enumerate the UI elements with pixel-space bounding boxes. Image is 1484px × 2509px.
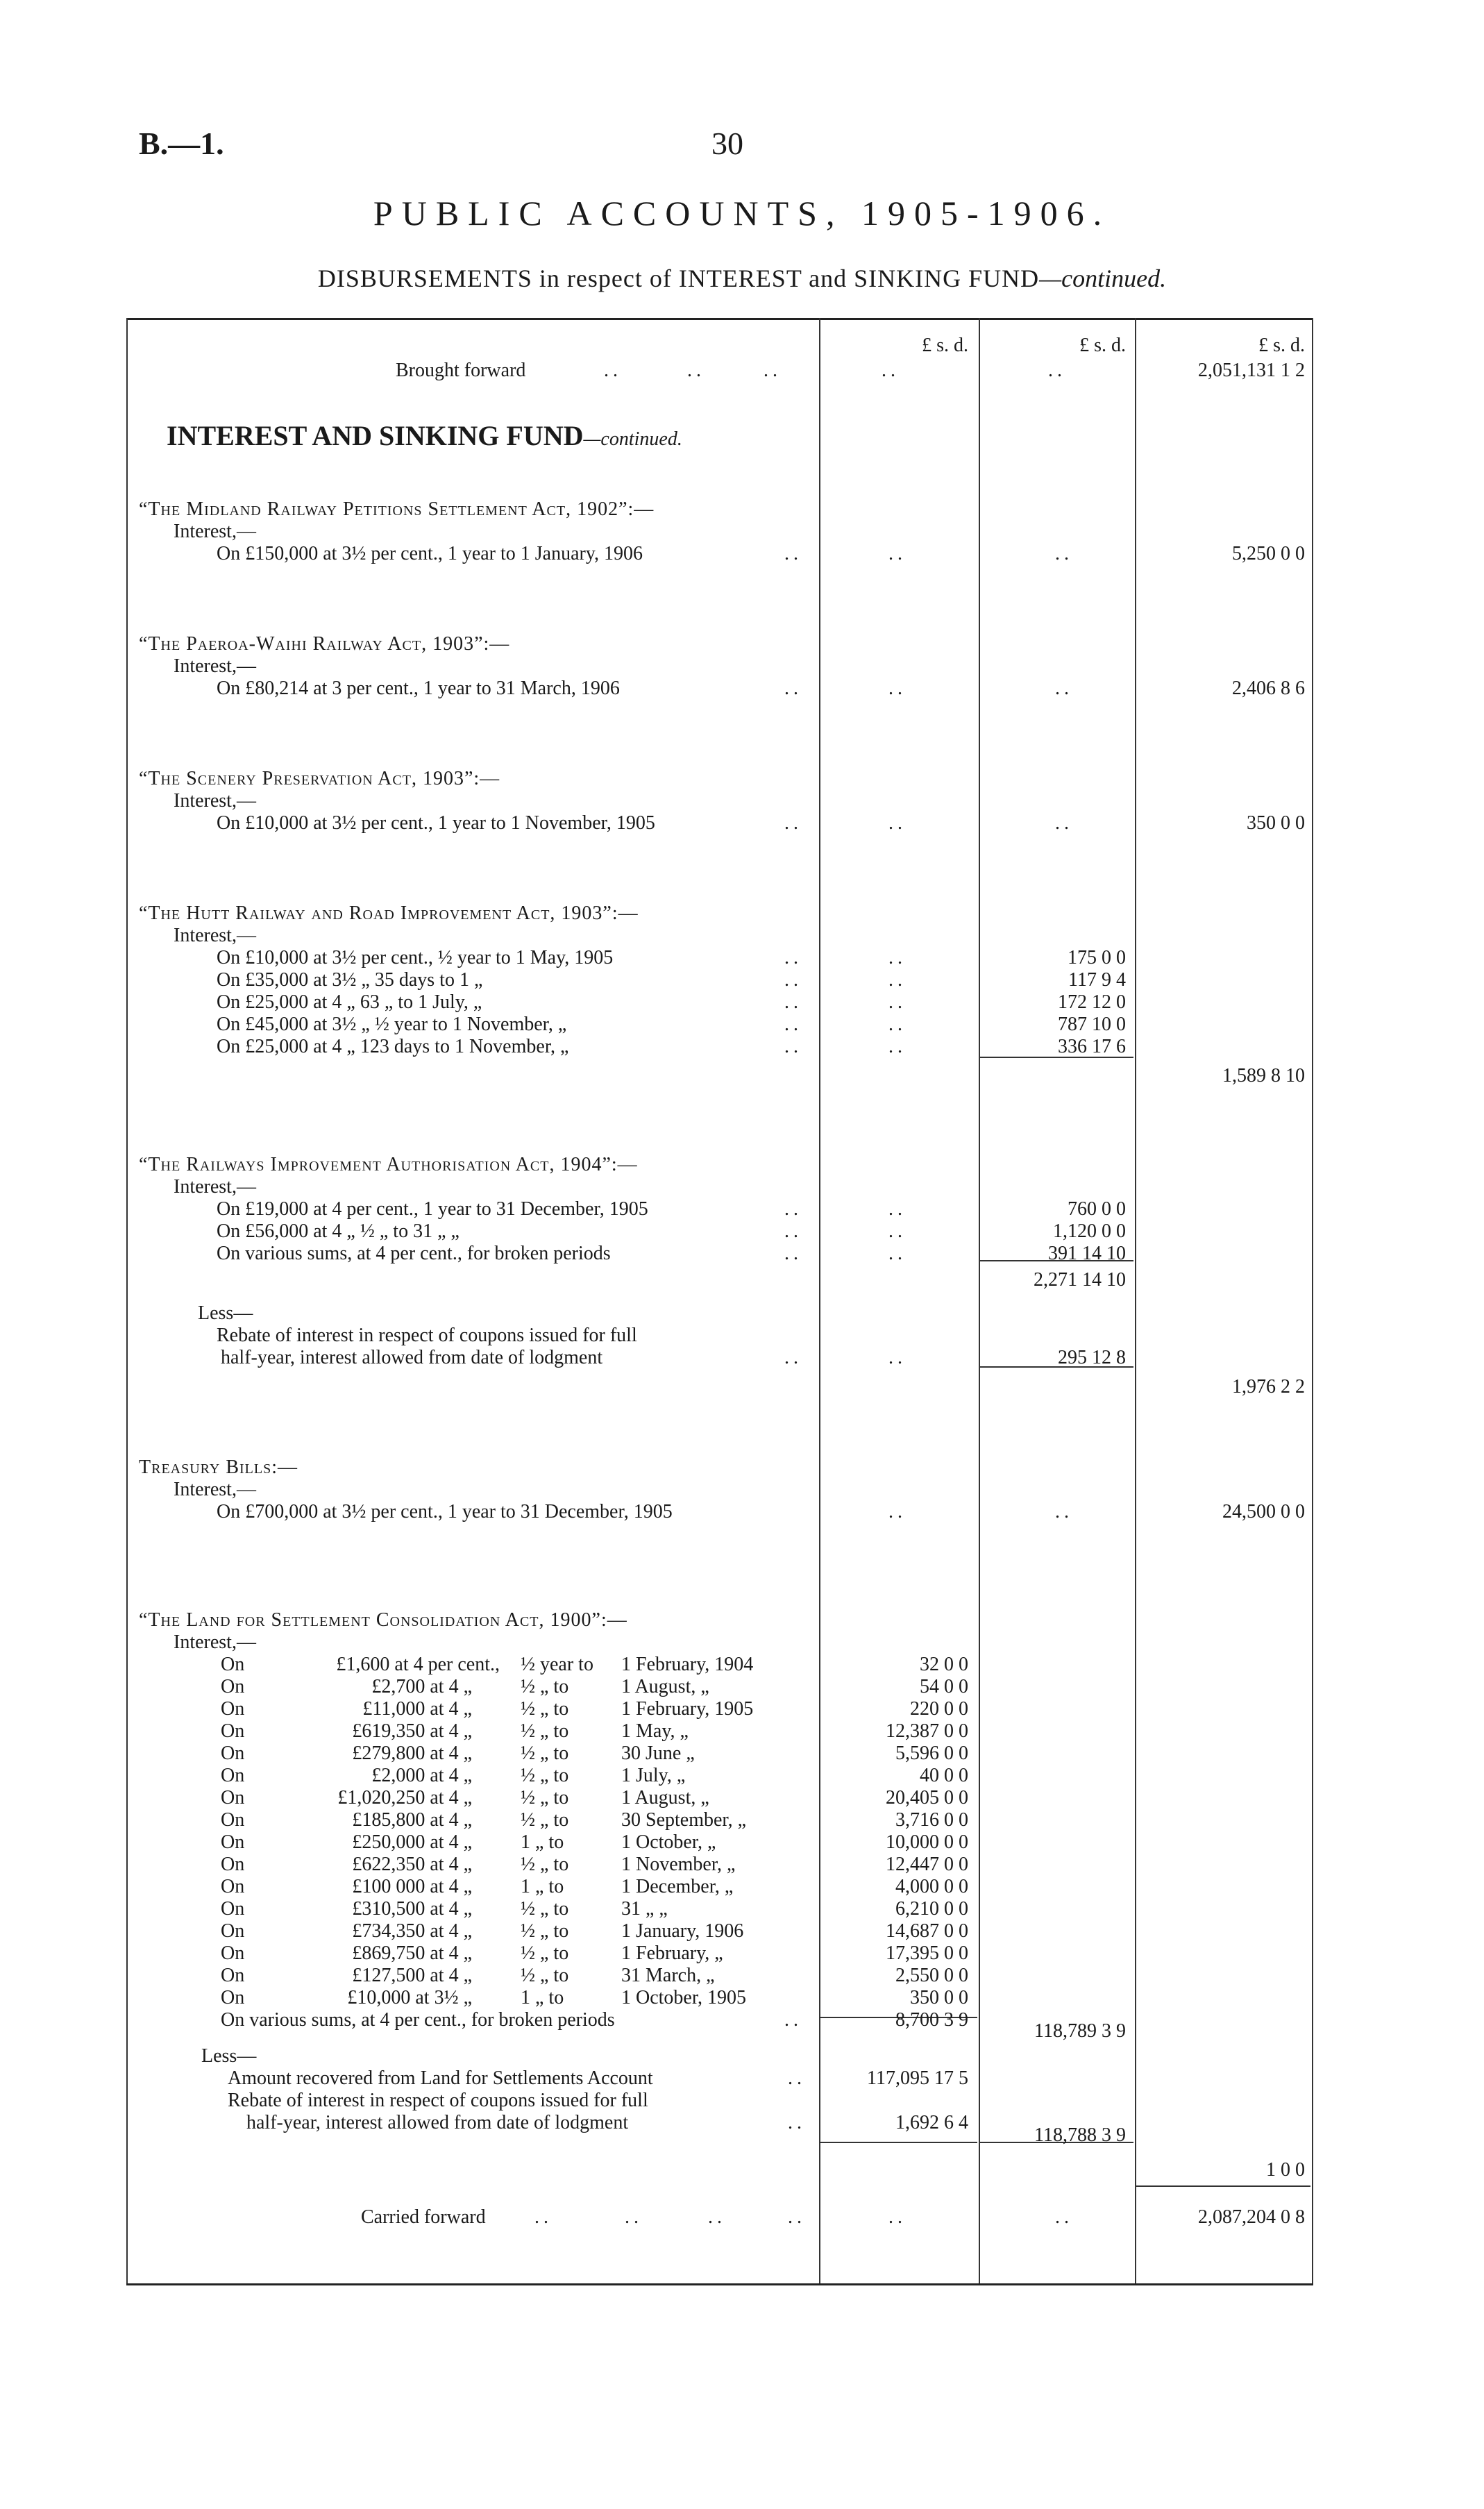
land-period: ½ „ to (521, 1698, 569, 1720)
leader-dots: .. (784, 678, 802, 699)
leader-dots: .. (1055, 2206, 1073, 2228)
line-land-various: On various sums, at 4 per cent., for broken periods (221, 2009, 615, 2031)
col-header-3: £ s. d. (1258, 335, 1305, 356)
land-on: On (221, 1987, 245, 2008)
land-on: On (221, 1831, 245, 1853)
leader-dots: .. (882, 360, 900, 381)
land-principal: £1,600 at 4 per cent., (336, 1654, 500, 1675)
land-on: On (221, 1676, 245, 1697)
brought-forward-label: Brought forward (396, 360, 526, 381)
land-period: ½ „ to (521, 1854, 569, 1875)
act-title-railways: “The Railways Improvement Authorisation Act, 1904”:— (139, 1154, 638, 1175)
amount-land: 10,000 0 0 (886, 1831, 968, 1853)
land-date: 30 September, „ (621, 1809, 747, 1831)
land-on: On (221, 1765, 245, 1786)
brought-forward-total: 2,051,131 1 2 (1198, 360, 1305, 381)
line-land-recovered: Amount recovered from Land for Settlements Account (228, 2067, 653, 2089)
rebate-land-line2: half-year, interest allowed from date of lodgment (246, 2112, 629, 2133)
line-paeroa: On £80,214 at 3 per cent., 1 year to 31 March, 1906 (217, 678, 620, 699)
amount-hutt: 336 17 6 (1058, 1036, 1126, 1057)
line-railways: On £56,000 at 4 „ ½ „ to 31 „ „ (217, 1220, 459, 1242)
land-on: On (221, 1743, 245, 1764)
land-period: ½ „ to (521, 1920, 569, 1942)
table-left-border (126, 318, 128, 2283)
column-divider-1 (819, 318, 820, 2283)
land-period: ½ „ to (521, 1720, 569, 1742)
interest-label: Interest,— (174, 1479, 256, 1500)
land-period: ½ „ to (521, 1965, 569, 1986)
amount-land: 4,000 0 0 (895, 1876, 968, 1897)
interest-label: Interest,— (174, 1631, 256, 1653)
land-on: On (221, 1787, 245, 1809)
leader-dots: .. (784, 969, 802, 991)
land-principal: £250,000 at 4 „ (352, 1831, 472, 1853)
rule-carried-forward (1136, 2185, 1310, 2187)
land-on: On (221, 1654, 245, 1675)
land-principal: £2,700 at 4 „ (371, 1676, 472, 1697)
land-on: On (221, 1698, 245, 1720)
interest-label: Interest,— (174, 521, 256, 542)
interest-label: Interest,— (174, 790, 256, 812)
total-treasury: 24,500 0 0 (1222, 1501, 1305, 1522)
leader-dots: .. (625, 2206, 643, 2228)
leader-dots: .. (784, 812, 802, 834)
amount-land: 12,387 0 0 (886, 1720, 968, 1742)
amount-land: 350 0 0 (910, 1987, 968, 2008)
column-divider-3 (1135, 318, 1136, 2283)
line-treasury: On £700,000 at 3½ per cent., 1 year to 31 December, 1905 (217, 1501, 673, 1522)
land-date: 1 October, „ (621, 1831, 716, 1853)
leader-dots: .. (687, 360, 705, 381)
land-period: 1 „ to (521, 1987, 564, 2008)
land-period: ½ year to (521, 1654, 593, 1675)
land-date: 31 „ „ (621, 1898, 668, 1920)
less-total-land: 118,788 3 9 (1034, 2124, 1126, 2146)
leader-dots: .. (1055, 812, 1073, 834)
rebate-railways-amount: 295 12 8 (1058, 1347, 1126, 1368)
leader-dots: .. (888, 1243, 907, 1264)
col-header-2: £ s. d. (1079, 335, 1126, 356)
leader-dots: .. (1048, 360, 1066, 381)
leader-dots: .. (784, 1220, 802, 1242)
table-right-border (1312, 318, 1313, 2283)
leader-dots: .. (784, 1347, 802, 1368)
land-period: ½ „ to (521, 1676, 569, 1697)
land-on: On (221, 1920, 245, 1942)
amount-land: 5,596 0 0 (895, 1743, 968, 1764)
amount-land-recovered: 117,095 17 5 (867, 2067, 968, 2089)
land-date: 31 March, „ (621, 1965, 715, 1986)
total-midland: 5,250 0 0 (1232, 543, 1305, 564)
leader-dots: .. (788, 2112, 806, 2133)
land-principal: £869,750 at 4 „ (352, 1942, 472, 1964)
land-period: ½ „ to (521, 1898, 569, 1920)
interest-label: Interest,— (174, 655, 256, 677)
amount-railways: 760 0 0 (1068, 1198, 1126, 1220)
land-date: 1 February, 1904 (621, 1654, 754, 1675)
leader-dots: .. (604, 360, 622, 381)
amount-hutt: 175 0 0 (1068, 947, 1126, 968)
subtotal-land: 118,789 3 9 (1034, 2020, 1126, 2042)
land-on: On (221, 1942, 245, 1964)
page-number: 30 (711, 126, 743, 161)
leader-dots: .. (784, 1198, 802, 1220)
land-principal: £279,800 at 4 „ (352, 1743, 472, 1764)
rebate-railways-line2: half-year, interest allowed from date of lodgment (221, 1347, 603, 1368)
land-principal: £10,000 at 3½ „ (347, 1987, 472, 2008)
land-date: 1 August, „ (621, 1676, 709, 1697)
line-hutt: On £25,000 at 4 „ 63 „ to 1 July, „ (217, 991, 482, 1013)
leader-dots: .. (888, 1036, 907, 1057)
land-period: ½ „ to (521, 1743, 569, 1764)
leader-dots: .. (888, 812, 907, 834)
leader-dots: .. (1055, 678, 1073, 699)
section-heading (167, 420, 682, 451)
subtotal-railways: 2,271 14 10 (1034, 1269, 1126, 1291)
land-period: ½ „ to (521, 1765, 569, 1786)
interest-label: Interest,— (174, 1176, 256, 1198)
land-principal: £310,500 at 4 „ (352, 1898, 472, 1920)
section-continued: —continued. (583, 428, 682, 450)
act-title-scenery: “The Scenery Preservation Act, 1903”:— (139, 768, 500, 789)
leader-dots: .. (888, 2206, 907, 2228)
leader-dots: .. (784, 543, 802, 564)
land-on: On (221, 1898, 245, 1920)
leader-dots: .. (888, 1501, 907, 1522)
line-hutt: On £25,000 at 4 „ 123 days to 1 November, „ (217, 1036, 569, 1057)
amount-land: 3,716 0 0 (895, 1809, 968, 1831)
land-principal: £1,020,250 at 4 „ (337, 1787, 472, 1809)
section-title: INTEREST AND SINKING FUND (167, 420, 584, 451)
land-date: 1 November, „ (621, 1854, 736, 1875)
leader-dots: .. (784, 1243, 802, 1264)
leader-dots: .. (888, 1198, 907, 1220)
land-on: On (221, 1720, 245, 1742)
amount-land: 14,687 0 0 (886, 1920, 968, 1942)
land-principal: £619,350 at 4 „ (352, 1720, 472, 1742)
column-divider-2 (979, 318, 980, 2283)
land-principal: £100 000 at 4 „ (352, 1876, 472, 1897)
leader-dots: .. (764, 360, 782, 381)
amount-land: 54 0 0 (920, 1676, 968, 1697)
line-midland: On £150,000 at 3½ per cent., 1 year to 1 January, 1906 (217, 543, 643, 564)
page-subtitle (0, 264, 1484, 293)
land-date: 30 June „ (621, 1743, 695, 1764)
act-title-paeroa: “The Paeroa-Waihi Railway Act, 1903”:— (139, 633, 510, 655)
leader-dots: .. (788, 2067, 806, 2089)
leader-dots: .. (1055, 1501, 1073, 1522)
amount-land-rebate: 1,692 6 4 (895, 2112, 968, 2133)
leader-dots: .. (784, 2009, 802, 2031)
land-principal: £734,350 at 4 „ (352, 1920, 472, 1942)
land-principal: £622,350 at 4 „ (352, 1854, 472, 1875)
carried-forward-label: Carried forward (361, 2206, 486, 2228)
total-scenery: 350 0 0 (1247, 812, 1305, 834)
amount-railways: 391 14 10 (1048, 1243, 1126, 1264)
land-date: 1 February, „ (621, 1942, 723, 1964)
land-on: On (221, 1876, 245, 1897)
land-date: 1 October, 1905 (621, 1987, 747, 2008)
rebate-railways-line1: Rebate of interest in respect of coupons issued for full (217, 1325, 637, 1346)
act-title-midland: “The Midland Railway Petitions Settlement Act, 1902”:— (139, 498, 655, 520)
amount-land: 220 0 0 (910, 1698, 968, 1720)
amount-land: 6,210 0 0 (895, 1898, 968, 1920)
amount-land: 20,405 0 0 (886, 1787, 968, 1809)
land-period: ½ „ to (521, 1787, 569, 1809)
land-on: On (221, 1965, 245, 1986)
subtitle-main: DISBURSEMENTS in respect of INTEREST and SINKING FUND (317, 265, 1040, 292)
land-principal: £2,000 at 4 „ (371, 1765, 472, 1786)
amount-land: 32 0 0 (920, 1654, 968, 1675)
less-label: Less— (201, 2045, 257, 2067)
line-hutt: On £35,000 at 3½ „ 35 days to 1 „ (217, 969, 483, 991)
leader-dots: .. (788, 2206, 806, 2228)
line-railways: On £19,000 at 4 per cent., 1 year to 31 December, 1905 (217, 1198, 648, 1220)
land-date: 1 December, „ (621, 1876, 734, 1897)
amount-land: 12,447 0 0 (886, 1854, 968, 1875)
amount-land-various: 8,700 3 9 (895, 2009, 968, 2031)
act-title-treasury: Treasury Bills:— (139, 1457, 298, 1478)
interest-label: Interest,— (174, 925, 256, 946)
line-hutt: On £10,000 at 3½ per cent., ½ year to 1 May, 1905 (217, 947, 614, 968)
col-header-1: £ s. d. (922, 335, 968, 356)
leader-dots: .. (1055, 543, 1073, 564)
carried-forward-total: 2,087,204 0 8 (1198, 2206, 1305, 2228)
land-period: 1 „ to (521, 1831, 564, 1853)
amount-land: 2,550 0 0 (895, 1965, 968, 1986)
amount-land: 40 0 0 (920, 1765, 968, 1786)
total-railways: 1,976 2 2 (1232, 1376, 1305, 1398)
line-railways: On various sums, at 4 per cent., for broken periods (217, 1243, 611, 1264)
amount-hutt: 117 9 4 (1068, 969, 1126, 991)
amount-hutt: 787 10 0 (1058, 1014, 1126, 1035)
leader-dots: .. (708, 2206, 726, 2228)
total-paeroa: 2,406 8 6 (1232, 678, 1305, 699)
rule-land-less (820, 2142, 977, 2143)
amount-hutt: 172 12 0 (1058, 991, 1126, 1013)
subtitle-continued: —continued. (1039, 265, 1167, 292)
land-date: 1 July, „ (621, 1765, 686, 1786)
land-period: ½ „ to (521, 1942, 569, 1964)
report-code: B.—1. (139, 126, 224, 161)
less-label: Less— (198, 1302, 253, 1324)
page-title: PUBLIC ACCOUNTS, 1905-1906. (373, 194, 1111, 233)
land-principal: £185,800 at 4 „ (352, 1809, 472, 1831)
leader-dots: .. (784, 1014, 802, 1035)
leader-dots: .. (888, 1220, 907, 1242)
land-on: On (221, 1854, 245, 1875)
leader-dots: .. (888, 678, 907, 699)
line-hutt: On £45,000 at 3½ „ ½ year to 1 November, „ (217, 1014, 567, 1035)
land-date: 1 May, „ (621, 1720, 689, 1742)
land-principal: £11,000 at 4 „ (362, 1698, 472, 1720)
leader-dots: .. (888, 1347, 907, 1368)
leader-dots: .. (784, 1036, 802, 1057)
line-scenery: On £10,000 at 3½ per cent., 1 year to 1 November, 1905 (217, 812, 655, 834)
leader-dots: .. (784, 991, 802, 1013)
leader-dots: .. (888, 947, 907, 968)
land-period: 1 „ to (521, 1876, 564, 1897)
land-principal: £127,500 at 4 „ (352, 1965, 472, 1986)
leader-dots: .. (534, 2206, 553, 2228)
act-title-land: “The Land for Settlement Consolidation Act, 1900”:— (139, 1609, 627, 1631)
land-on: On (221, 1809, 245, 1831)
leader-dots: .. (888, 543, 907, 564)
leader-dots: .. (784, 947, 802, 968)
land-date: 1 February, 1905 (621, 1698, 754, 1720)
leader-dots: .. (888, 969, 907, 991)
total-land: 1 0 0 (1266, 2159, 1305, 2181)
land-date: 1 August, „ (621, 1787, 709, 1809)
act-title-hutt: “The Hutt Railway and Road Improvement Act, 1903”:— (139, 903, 639, 924)
land-date: 1 January, 1906 (621, 1920, 744, 1942)
amount-railways: 1,120 0 0 (1053, 1220, 1126, 1242)
total-hutt: 1,589 8 10 (1222, 1065, 1305, 1086)
land-period: ½ „ to (521, 1809, 569, 1831)
amount-land: 17,395 0 0 (886, 1942, 968, 1964)
leader-dots: .. (888, 991, 907, 1013)
leader-dots: .. (888, 1014, 907, 1035)
rebate-land-line1: Rebate of interest in respect of coupons issued for full (228, 2090, 648, 2111)
